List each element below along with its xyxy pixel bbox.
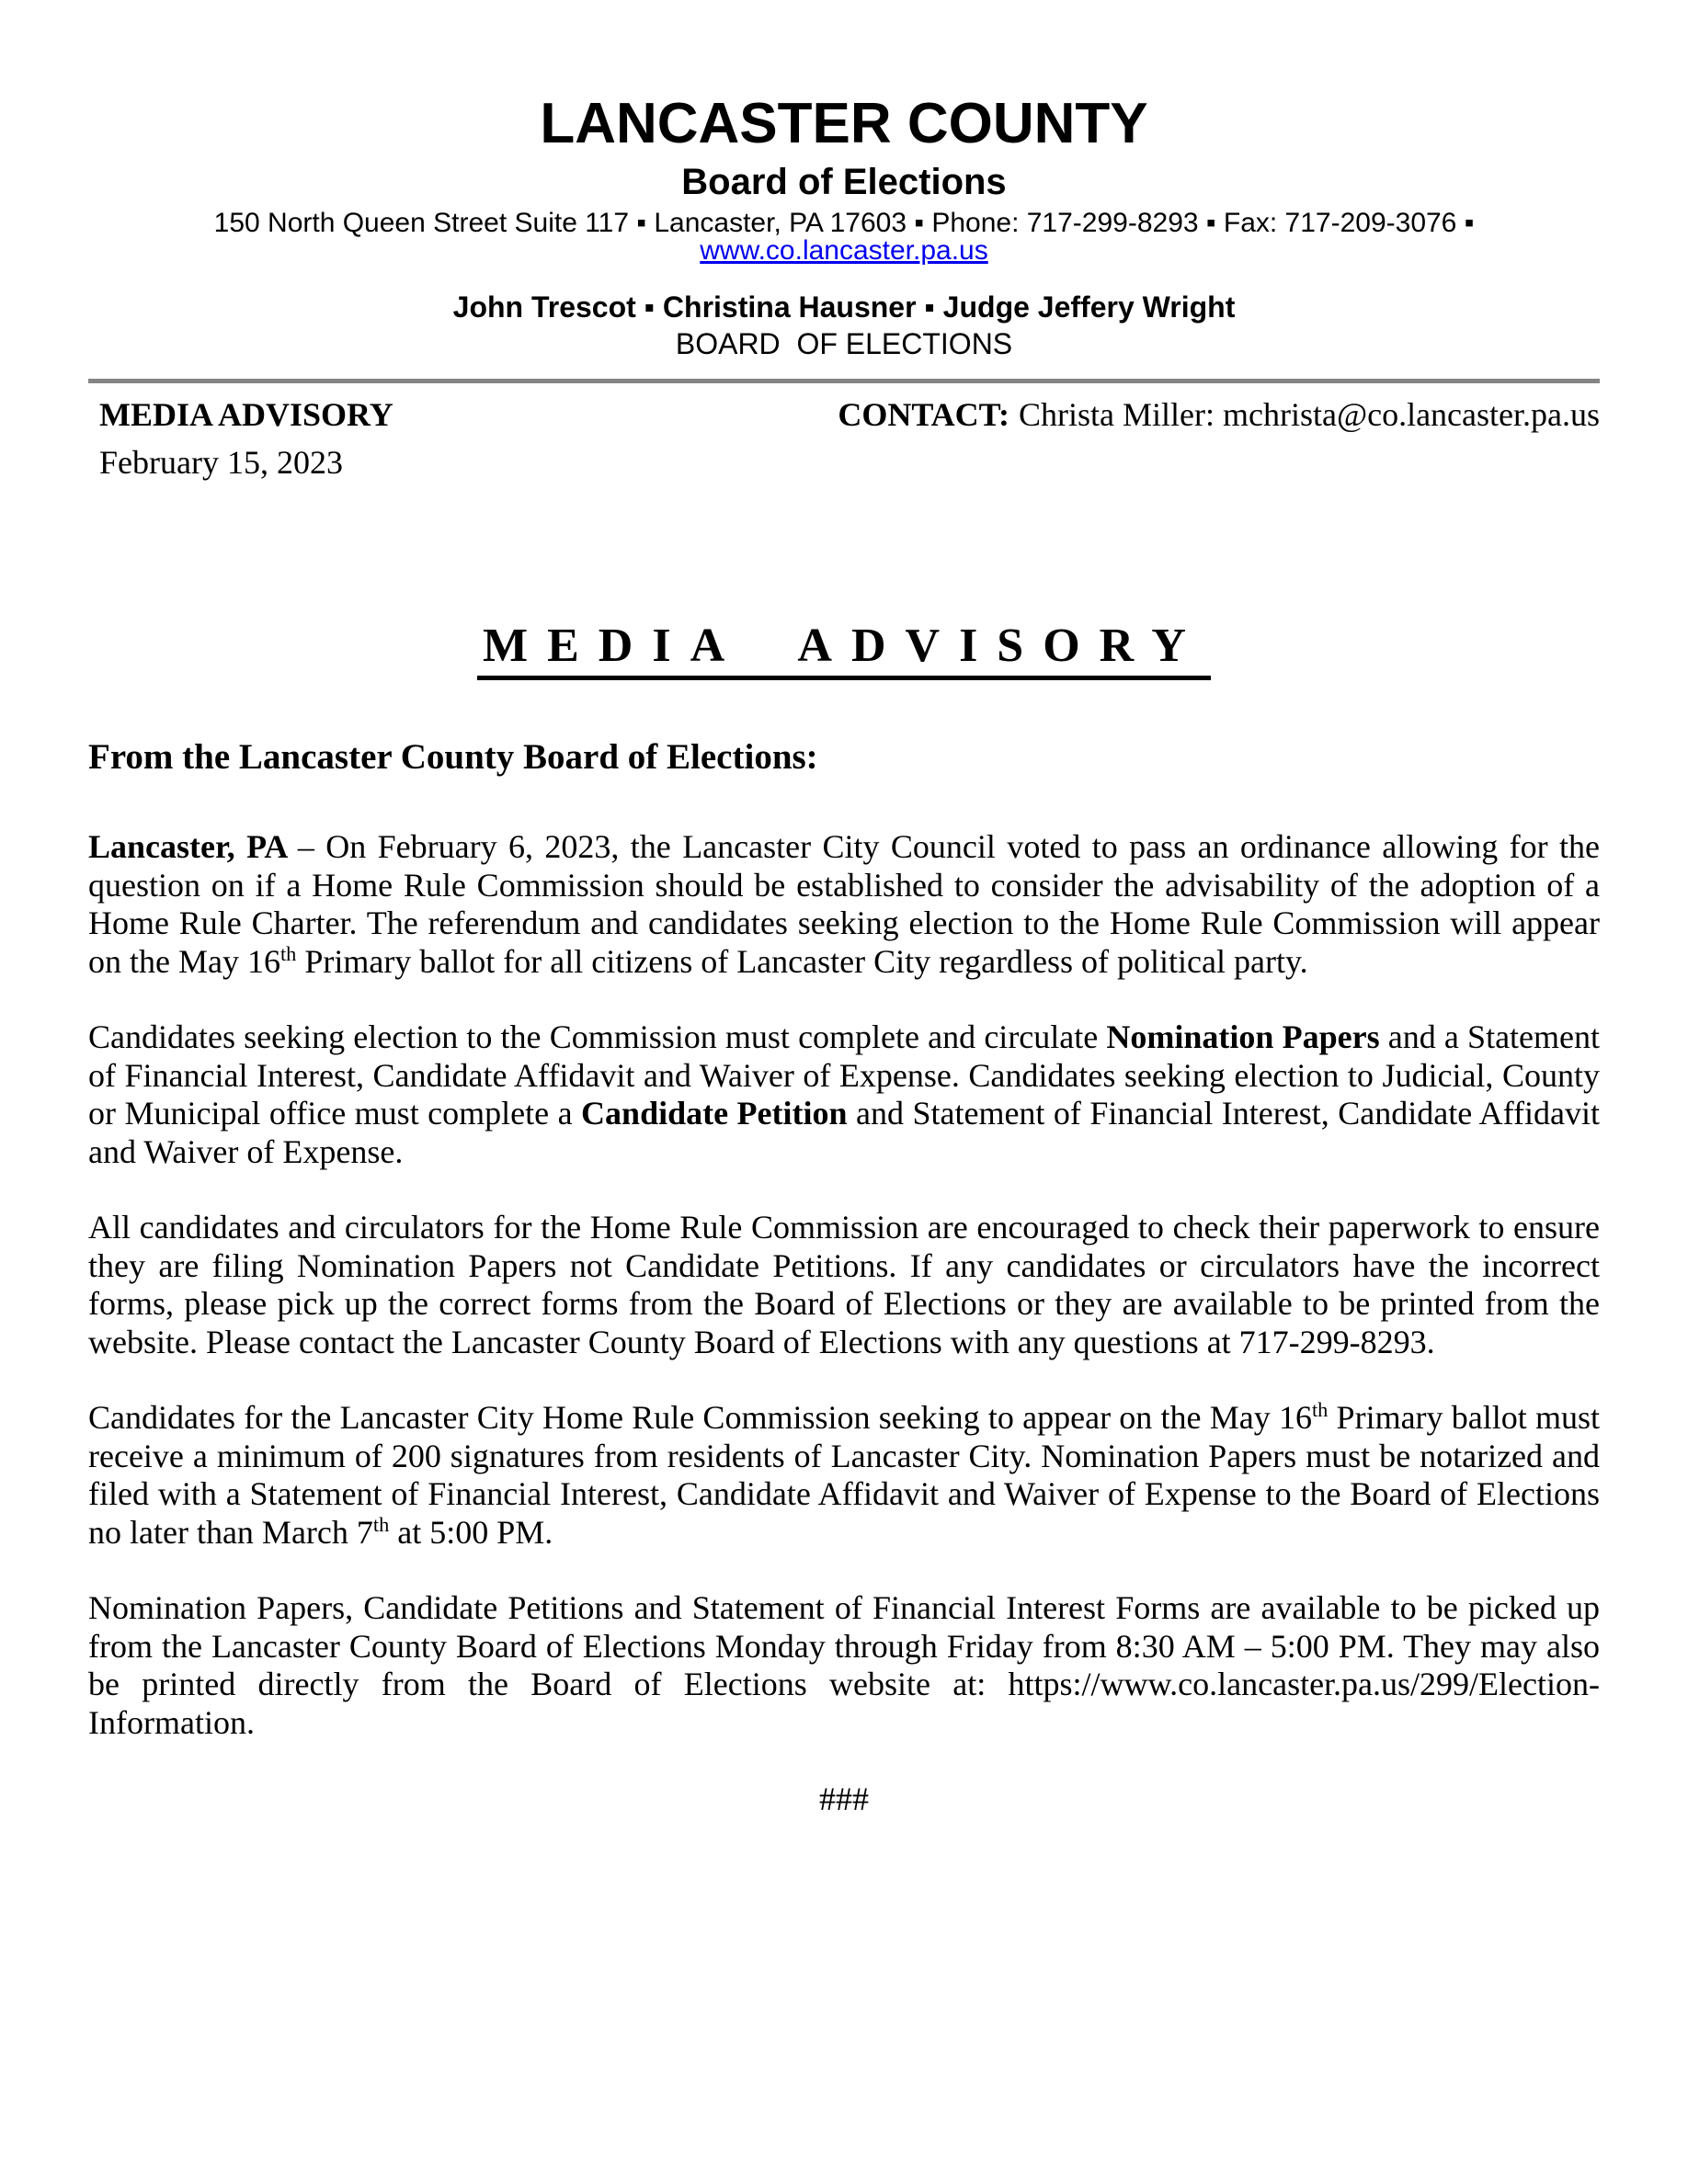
bold-text: Candidate Petition — [581, 1095, 848, 1132]
text-run: Candidates seeking election to the Commission must complete and circulate — [88, 1018, 1107, 1055]
board-of-elections-label: BOARD OF ELECTIONS — [675, 327, 1013, 360]
text-run: and a Statement of Financial Interest, Candidate Affidavit and Waiver of Expense. Candidates seeking election to Judicial, County or Municipal office must complete a — [88, 1018, 1601, 1132]
advisory-date: February 15, 2023 — [99, 444, 343, 481]
contact-line — [838, 398, 1600, 431]
text-run: – On February 6, 2023, the Lancaster City Council voted to pass an ordinance allowing for the question on if a Home Rule Commission should be established to consider the advisability of the adoption of a Home Rule Charter. The referendum and candidates seeking election to the Home Rule Commission will appear on the May 16 — [88, 828, 1600, 980]
bold-text: Lancaster, PA — [88, 828, 298, 865]
superscript-text: th — [372, 1512, 390, 1536]
text-run: All candidates and circulators for the Home Rule Commission are encouraged to check their paperwork to ensure they are filing Nomination Papers not Candidate Petitions. If any candidates or circulators have the incorrect forms, please pick up the correct forms from the Board of Elections or they are available to be printed from the website. Please contact the Lancaster County Board of Elections with any questions at 717-299-8293. — [88, 1209, 1600, 1360]
text-run: Primary ballot for all citizens of Lancaster City regardless of political party. — [296, 942, 1308, 980]
address-line — [88, 210, 1600, 265]
address-text: 150 North Queen Street Suite 117 ▪ Lancaster, PA 17603 ▪ Phone: 717-299-8293 ▪ Fax: 717-209-3076 ▪ — [213, 208, 1475, 238]
paragraph — [88, 1589, 1600, 1742]
text-run: Nomination Papers, Candidate Petitions and Statement of Financial Interest Forms are available to be picked up from the Lancaster County Board of Elections Monday through Friday from 8:30 AM – 5:00 PM. They may also be printed directly from the Board of Elections website at: https://www.co.lancaster.pa.us/299/Election-Information. — [88, 1589, 1600, 1741]
paragraph — [88, 1018, 1600, 1171]
website-link[interactable]: www.co.lancaster.pa.us — [700, 235, 988, 266]
paragraph — [88, 828, 1600, 981]
end-mark: ### — [819, 1780, 869, 1817]
body-paragraphs — [88, 828, 1600, 1742]
media-advisory-label: MEDIA ADVISORY — [99, 396, 393, 433]
text-run: and Statement of Financial Interest, Candidate Affidavit and Waiver of Expense. — [88, 1095, 1600, 1170]
superscript-text: th — [279, 941, 297, 965]
meta-row — [88, 398, 1600, 431]
page-title: MEDIA ADVISORY — [477, 619, 1211, 680]
paragraph — [88, 1399, 1600, 1552]
department-name: Board of Elections — [681, 162, 1007, 202]
board-members: John Trescot ▪ Christina Hausner ▪ Judge Jeffery Wright — [452, 290, 1236, 324]
divider-rule — [88, 379, 1600, 383]
bold-text: Nomination Papers — [1106, 1018, 1380, 1055]
org-name: LANCASTER COUNTY — [540, 92, 1148, 155]
text-run: Primary ballot must receive a minimum of 200 signatures from residents of Lancaster City. Nomination Papers must be notarized and filed with a Statement of Financial Interest, Candidate Affidavit and Waiver of Expense to the Board of Elections no later than March 7 — [88, 1399, 1601, 1551]
text-run: at 5:00 PM. — [389, 1513, 553, 1551]
subtitle: From the Lancaster County Board of Elections: — [88, 737, 818, 777]
contact-label: CONTACT: — [838, 396, 1009, 433]
text-run: Candidates for the Lancaster City Home Rule Commission seeking to appear on the May 16 — [88, 1399, 1312, 1436]
paragraph — [88, 1209, 1600, 1361]
superscript-text: th — [1311, 1398, 1329, 1421]
title-wrap — [88, 619, 1600, 680]
letterhead — [88, 92, 1600, 360]
contact-value: Christa Miller: mchrista@co.lancaster.pa.us — [1019, 396, 1600, 433]
